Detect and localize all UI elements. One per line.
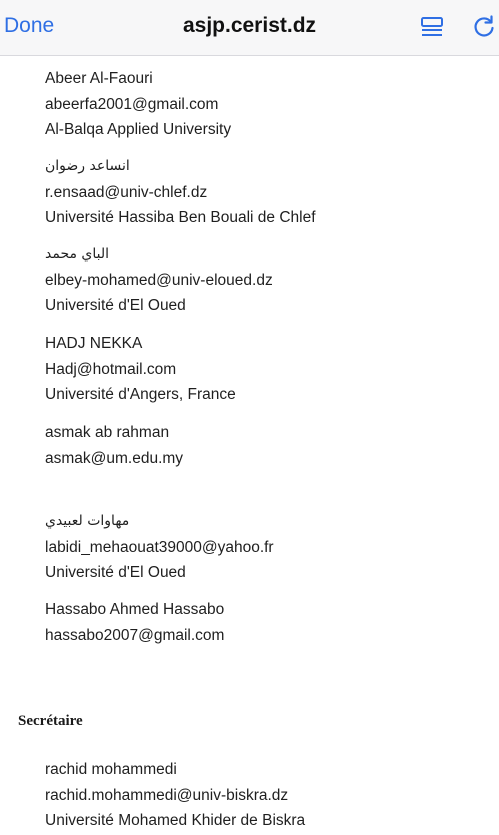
member-email[interactable]: labidi_mehaouat39000@yahoo.fr <box>45 538 274 556</box>
member-name: asmak ab rahman <box>45 424 170 441</box>
member-affiliation: Université d'Angers, France <box>45 386 236 403</box>
reload-icon[interactable] <box>471 14 499 42</box>
member-email[interactable]: r.ensaad@univ-chlef.dz <box>45 183 208 201</box>
member-affiliation: Université d'El Oued <box>45 297 186 314</box>
member-entry <box>45 509 489 586</box>
member-name: Abeer Al-Faouri <box>45 70 153 87</box>
member-entry <box>45 420 489 471</box>
member-entry <box>45 66 489 143</box>
member-email[interactable]: rachid.mohammedi@univ-biskra.dz <box>45 786 289 804</box>
member-affiliation: Al-Balqa Applied University <box>45 121 232 138</box>
member-entry <box>45 154 489 231</box>
member-entry <box>45 597 489 648</box>
member-email[interactable]: hassabo2007@gmail.com <box>45 626 225 644</box>
section-title-secretary: Secrétaire <box>18 713 83 729</box>
member-email[interactable]: Hadj@hotmail.com <box>45 360 177 378</box>
member-name: Hassabo Ahmed Hassabo <box>45 601 225 618</box>
member-affiliation: Université Hassiba Ben Bouali de Chlef <box>45 209 316 226</box>
secretary-entry <box>45 757 489 834</box>
browser-toolbar <box>0 0 499 56</box>
member-affiliation: Université d'El Oued <box>45 564 186 581</box>
member-email[interactable]: elbey-mohamed@univ-eloued.dz <box>45 271 273 289</box>
done-button[interactable]: Done <box>4 14 55 37</box>
member-entry <box>45 242 489 319</box>
member-name: انساعد رضوان <box>45 158 130 174</box>
reader-view-icon[interactable] <box>419 14 447 42</box>
member-name: مهاوات لعبيدي <box>45 513 130 529</box>
page-content <box>0 56 499 835</box>
url-title: asjp.cerist.dz <box>182 14 317 37</box>
member-name: الباي محمد <box>45 246 110 262</box>
member-name: HADJ NEKKA <box>45 335 143 352</box>
member-email[interactable]: asmak@um.edu.my <box>45 449 184 467</box>
member-email[interactable]: abeerfa2001@gmail.com <box>45 95 219 113</box>
member-entry <box>45 331 489 408</box>
member-name: rachid mohammedi <box>45 761 177 778</box>
member-affiliation: Université Mohamed Khider de Biskra <box>45 812 306 829</box>
